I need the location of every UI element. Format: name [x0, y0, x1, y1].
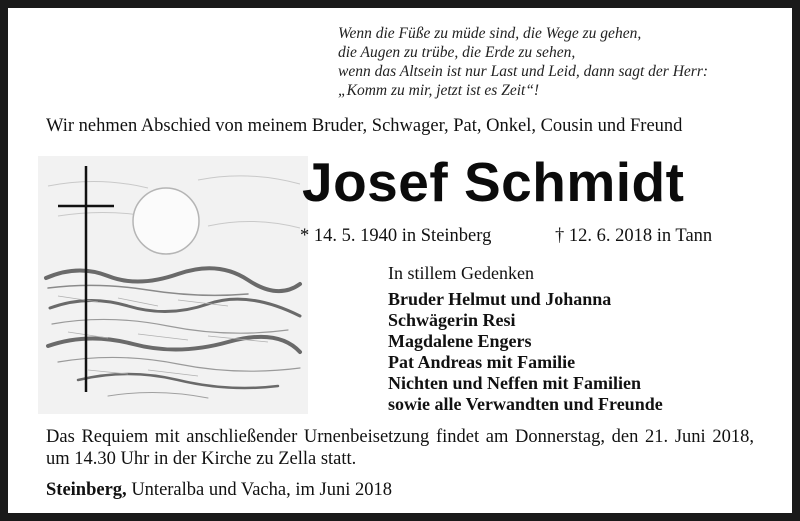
list-item: Nichten und Neffen mit Familien: [388, 373, 641, 393]
place-rest: Unteralba und Vacha, im Juni 2018: [126, 480, 392, 500]
sun-drawing: [133, 188, 199, 254]
birth-date: * 14. 5. 1940 in Steinberg: [300, 226, 492, 246]
poem-line: die Augen zu trübe, die Erde zu sehen,: [338, 44, 576, 61]
funeral-notice: Das Requiem mit anschließender Urnenbeisetzung findet am Donnerstag, den 21. Juni 2018, um 14.30 Uhr in der Kirche zu Zella statt.: [46, 427, 754, 469]
list-item: Magdalene Engers: [388, 331, 532, 351]
list-item: sowie alle Verwandten und Freunde: [388, 394, 663, 414]
landscape-sketch-with-cross: [38, 156, 308, 414]
poem-line: wenn das Altsein ist nur Last und Leid, dann sagt der Herr:: [338, 63, 709, 80]
place-town: Steinberg,: [46, 480, 127, 500]
poem-line: Wenn die Füße zu müde sind, die Wege zu gehen,: [338, 25, 642, 42]
place-and-date: [46, 480, 392, 501]
memory-heading: In stillem Gedenken: [388, 263, 534, 283]
list-item: Bruder Helmut und Johanna: [388, 289, 612, 309]
list-item: Schwägerin Resi: [388, 310, 516, 330]
poem: [338, 24, 778, 100]
list-item: Pat Andreas mit Familie: [388, 352, 576, 372]
mourners-list: [388, 289, 663, 415]
deceased-name: Josef Schmidt: [302, 151, 685, 213]
death-date: † 12. 6. 2018 in Tann: [555, 226, 713, 246]
poem-line: „Komm zu mir, jetzt ist es Zeit“!: [338, 82, 540, 99]
farewell-intro: Wir nehmen Abschied von meinem Bruder, Schwager, Pat, Onkel, Cousin und Freund: [46, 116, 683, 136]
